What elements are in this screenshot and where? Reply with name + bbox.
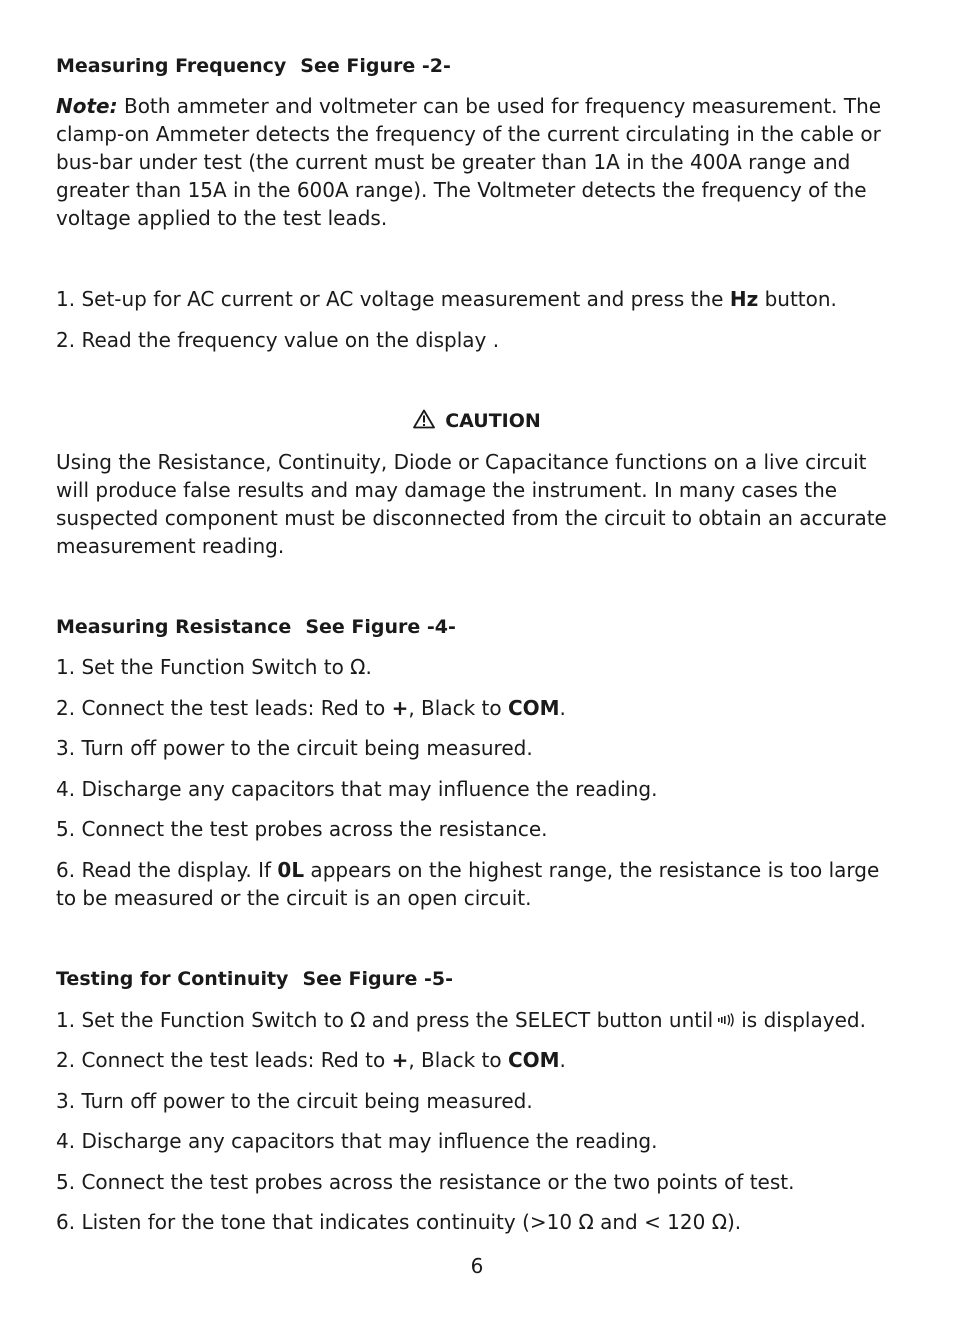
ol-indicator-label: 0L	[277, 858, 305, 882]
caution-heading	[56, 407, 898, 437]
caution-title: CAUTION	[445, 410, 541, 432]
caution-text: Using the Resistance, Continuity, Diode or Capacitance functions on a live circuit will produce false results and may damage the instrument. In many cases the suspected component must be disconnected from the circuit to obtain an accurate measurement reading.	[56, 450, 887, 558]
step-text: 1. Set the Function Switch to Ω and press the SELECT button until	[56, 1008, 714, 1032]
step-text: is displayed.	[741, 1008, 866, 1032]
resistance-step-6	[56, 856, 898, 912]
page-number: 6	[470, 1254, 484, 1278]
continuity-step-3: 3. Turn off power to the circuit being measured.	[56, 1089, 533, 1113]
resistance-step-5: 5. Connect the test probes across the resistance.	[56, 817, 548, 841]
figure-reference: See Figure -2-	[300, 55, 451, 77]
step-text: 1. Set-up for AC current or AC voltage measurement and press the	[56, 287, 730, 311]
step-text: appears on the highest range, the resistance is too large	[304, 858, 880, 882]
section-heading-frequency	[56, 52, 898, 80]
frequency-step-2: 2. Read the frequency value on the display .	[56, 328, 500, 352]
plus-terminal-label: +	[391, 1048, 409, 1072]
heading-title: Measuring Resistance	[56, 616, 292, 638]
resistance-step-1: 1. Set the Function Switch to Ω.	[56, 655, 372, 679]
plus-terminal-label: +	[391, 696, 409, 720]
warning-triangle-icon	[413, 409, 435, 437]
step-text: .	[559, 1048, 566, 1072]
continuity-step-6: 6. Listen for the tone that indicates continuity (>10 Ω and < 120 Ω).	[56, 1210, 742, 1234]
continuity-step-4: 4. Discharge any capacitors that may influence the reading.	[56, 1129, 658, 1153]
figure-reference: See Figure -5-	[302, 968, 453, 990]
hz-button-label: Hz	[729, 287, 759, 311]
step-text: 2. Connect the test leads: Red to	[56, 696, 392, 720]
step-text: 2. Connect the test leads: Red to	[56, 1048, 392, 1072]
frequency-step-1	[56, 285, 898, 313]
step-text: 6. Read the display. If	[56, 858, 278, 882]
continuity-step-1	[56, 1006, 898, 1035]
step-text: to be measured or the circuit is an open circuit.	[56, 886, 532, 910]
continuity-tone-icon	[717, 1007, 737, 1035]
continuity-step-2	[56, 1046, 898, 1074]
step-text: button.	[758, 287, 837, 311]
resistance-step-2	[56, 694, 898, 722]
note-text: Both ammeter and voltmeter can be used for frequency measurement. The clamp-on Ammeter detects the frequency of the current circulating in the cable or bus-bar under test (the current must be greater than 1A in the 400A range and greater than 15A in the 600A range). The Voltmeter detects the frequency of the voltage applied to the test leads.	[56, 94, 882, 230]
heading-title: Testing for Continuity	[56, 968, 289, 990]
frequency-note	[56, 92, 898, 232]
continuity-step-5: 5. Connect the test probes across the resistance or the two points of test.	[56, 1170, 795, 1194]
note-label: Note:	[56, 94, 118, 118]
step-text: , Black to	[408, 1048, 508, 1072]
section-heading-resistance	[56, 613, 898, 641]
figure-reference: See Figure -4-	[305, 616, 456, 638]
resistance-step-3: 3. Turn off power to the circuit being measured.	[56, 736, 533, 760]
step-text: .	[559, 696, 566, 720]
heading-title: Measuring Frequency	[56, 55, 287, 77]
section-heading-continuity	[56, 965, 898, 993]
step-text: , Black to	[408, 696, 508, 720]
com-terminal-label: COM	[507, 696, 560, 720]
com-terminal-label: COM	[507, 1048, 560, 1072]
manual-page	[56, 0, 898, 1332]
resistance-step-4: 4. Discharge any capacitors that may influence the reading.	[56, 777, 658, 801]
